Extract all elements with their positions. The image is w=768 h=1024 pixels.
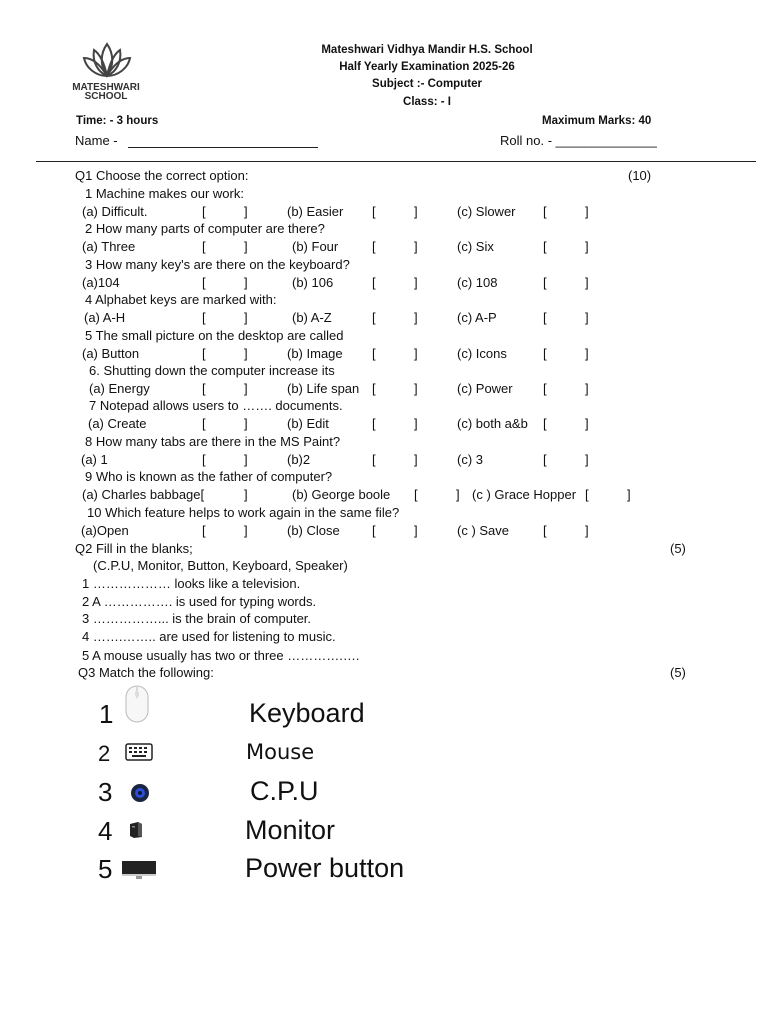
option-c: (c) both a&b [457,416,528,431]
name-line [128,147,318,148]
answer-bracket-open: [ [372,381,376,396]
option-a: (a) Energy [89,381,150,396]
answer-bracket-open: [ [372,523,376,538]
answer-bracket-close: ] [585,346,589,361]
answer-bracket-open: [ [372,416,376,431]
answer-bracket-open: [ [202,346,206,361]
option-b: (b) Close [287,523,340,538]
answer-bracket-open: [ [543,310,547,325]
answer-bracket-open: [ [372,452,376,467]
answer-bracket-open: [ [543,381,547,396]
roll-label: Roll no. - ______________ [500,133,657,148]
q3-term: Power button [245,853,405,883]
answer-bracket-open: [ [372,239,376,254]
option-a: (a) Create [88,416,147,431]
option-a: (a) Charles babbage[ [82,487,205,502]
power-button-icon [130,783,150,806]
option-c: (c) Six [457,239,494,254]
q1-question-text: 1 Machine makes our work: [85,186,244,201]
q2-marks: (5) [670,541,686,556]
option-c: (c ) Grace Hopper [472,487,577,502]
q2-item: 3 ……………... is the brain of computer. [82,611,312,626]
q3-number: 2 [98,741,111,766]
answer-bracket-close: ] [244,239,248,254]
option-a: (a) Difficult. [82,204,148,219]
subject: Subject :- Computer [372,78,482,90]
q2-item: 1 ……………… looks like a television. [82,576,301,591]
cpu-icon [128,821,144,842]
q1-marks: (10) [628,168,652,183]
q2-item: 5 A mouse usually has two or three ………….…. [82,648,360,663]
option-b: (b) Easier [287,204,344,219]
answer-bracket-close: ] [414,523,418,538]
answer-bracket-close: ] [627,487,631,502]
answer-bracket-open: [ [372,204,376,219]
q1-title: Q1 Choose the correct option: [75,168,249,183]
logo-text-line1: MATESHWARI [72,82,140,93]
answer-bracket-close: ] [585,452,589,467]
answer-bracket-close: ] [585,416,589,431]
answer-bracket-open: [ [543,239,547,254]
answer-bracket-close: ] [456,487,460,502]
option-c: (c) Slower [457,204,516,219]
answer-bracket-close: ] [244,275,248,290]
q2-title: Q2 Fill in the blanks; [75,541,193,556]
q1-question-text: 2 How many parts of computer are there? [85,221,325,236]
answer-bracket-close: ] [414,452,418,467]
option-c: (c) 3 [457,452,483,467]
answer-bracket-open: [ [543,452,547,467]
option-a: (a)Open [81,523,129,538]
school-logo [82,40,132,82]
option-b: (b) Edit [287,416,329,431]
answer-bracket-open: [ [372,310,376,325]
q2-item: 4 …….…….. are used for listening to music. [82,629,336,644]
time: Time: - 3 hours [76,115,159,127]
q3-number: 5 [98,854,113,884]
answer-bracket-open: [ [414,487,418,502]
option-b: (b) Life span [287,381,360,396]
answer-bracket-close: ] [585,381,589,396]
answer-bracket-close: ] [585,523,589,538]
answer-bracket-open: [ [543,275,547,290]
answer-bracket-open: [ [543,416,547,431]
answer-bracket-open: [ [202,452,206,467]
q3-number: 4 [98,816,113,846]
answer-bracket-open: [ [372,275,376,290]
answer-bracket-close: ] [244,381,248,396]
option-c: (c) Icons [457,346,507,361]
answer-bracket-open: [ [202,239,206,254]
answer-bracket-close: ] [244,416,248,431]
q1-question-text: 4 Alphabet keys are marked with: [85,292,277,307]
class: Class: - I [403,96,451,108]
q3-marks: (5) [670,665,686,680]
header-divider [36,161,756,162]
option-b: (b) A-Z [292,310,332,325]
answer-bracket-open: [ [372,346,376,361]
answer-bracket-open: [ [202,204,206,219]
option-b: (b) Image [287,346,343,361]
q1-question-text: 6. Shutting down the computer increase its [89,363,335,378]
answer-bracket-open: [ [202,523,206,538]
answer-bracket-close: ] [585,239,589,254]
logo-text-line2: SCHOOL [84,91,128,102]
answer-bracket-close: ] [244,452,248,467]
answer-bracket-close: ] [414,204,418,219]
answer-bracket-close: ] [244,487,248,502]
q1-question-text: 10 Which feature helps to work again in the same file? [87,505,400,520]
q3-term: Mouse [246,740,315,764]
q2-item: 2 A ……………. is used for typing words. [82,594,317,609]
q1-question-text: 7 Notepad allows users to ……. documents. [89,398,343,413]
q3-term: C.P.U [250,776,319,806]
answer-bracket-open: [ [585,487,589,502]
answer-bracket-close: ] [244,204,248,219]
option-b: (b) Four [292,239,339,254]
option-a: (a) Three [82,239,136,254]
school-name: Mateshwari Vidhya Mandir H.S. School [321,44,533,56]
answer-bracket-close: ] [414,239,418,254]
q3-title: Q3 Match the following: [78,665,214,680]
answer-bracket-close: ] [414,381,418,396]
answer-bracket-close: ] [585,204,589,219]
answer-bracket-close: ] [244,523,248,538]
answer-bracket-open: [ [543,346,547,361]
monitor-icon [121,860,157,883]
name-label: Name - [75,133,118,148]
option-a: (a) Button [82,346,140,361]
option-c: (c ) Save [457,523,510,538]
q1-question-text: 8 How many tabs are there in the MS Paint? [85,434,341,449]
q1-question-text: 5 The small picture on the desktop are called [85,328,344,343]
option-a: (a) 1 [81,452,108,467]
exam-title: Half Yearly Examination 2025-26 [339,61,515,73]
answer-bracket-open: [ [202,275,206,290]
answer-bracket-close: ] [414,416,418,431]
q1-question-text: 3 How many key's are there on the keyboard? [85,257,350,272]
option-b: (b) George boole [292,487,391,502]
option-c: (c) 108 [457,275,498,290]
keyboard-icon [125,742,153,765]
answer-bracket-open: [ [543,523,547,538]
q2-word-bank: (C.P.U, Monitor, Button, Keyboard, Speaker) [93,558,348,573]
answer-bracket-close: ] [585,275,589,290]
option-b: (b)2 [287,452,311,467]
answer-bracket-close: ] [414,310,418,325]
answer-bracket-open: [ [202,416,206,431]
answer-bracket-close: ] [244,346,248,361]
q3-number: 1 [99,699,114,729]
answer-bracket-close: ] [414,275,418,290]
answer-bracket-close: ] [414,346,418,361]
q3-term: Monitor [245,815,336,845]
option-c: (c) Power [457,381,513,396]
mouse-icon [124,684,150,727]
option-b: (b) 106 [292,275,334,290]
answer-bracket-open: [ [202,310,206,325]
answer-bracket-open: [ [543,204,547,219]
q3-term: Keyboard [249,698,365,728]
max-marks: Maximum Marks: 40 [542,115,652,127]
answer-bracket-open: [ [202,381,206,396]
answer-bracket-close: ] [585,310,589,325]
q1-question-text: 9 Who is known as the father of computer? [85,469,333,484]
q3-number: 3 [98,777,113,807]
answer-bracket-close: ] [244,310,248,325]
option-a: (a) A-H [84,310,126,325]
option-a: (a)104 [82,275,120,290]
option-c: (c) A-P [457,310,497,325]
